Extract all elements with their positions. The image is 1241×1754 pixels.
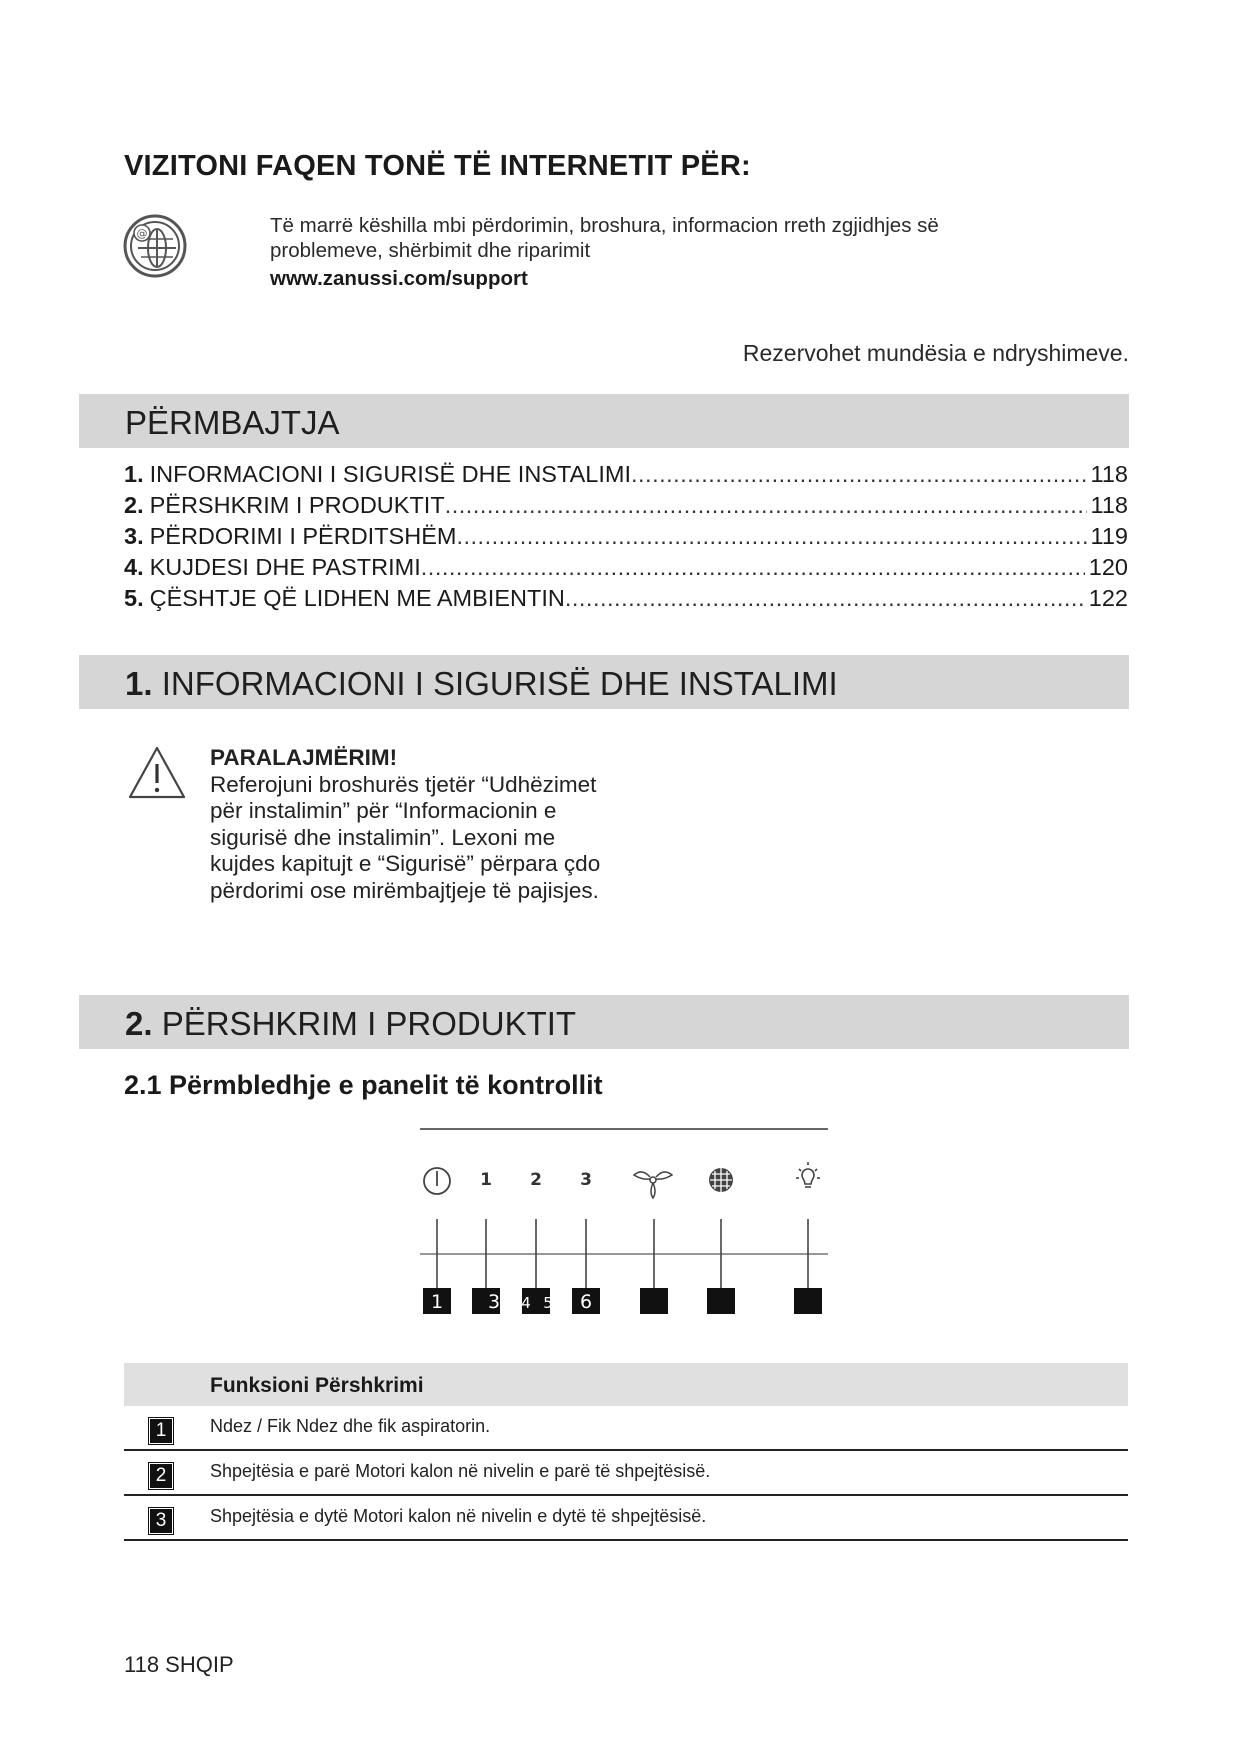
toc-leader (445, 492, 1087, 519)
toc-page: 118 (1090, 492, 1128, 518)
marker-6-label: 6 (579, 1291, 593, 1313)
warning-text: Referojuni broshurës tjetër “Udhëzimet për instalimin” për “Informacionin e sigurisë dhe instalimin”. Lexoni me kujdes kapitujt e “Sigurisë” përpara çdo përdorimi ose mirëmbajtjeje të pajisjes. (210, 771, 601, 903)
toc-item[interactable] (124, 523, 1128, 554)
marker-fan (640, 1288, 668, 1314)
section-1-number: 1. (125, 665, 153, 702)
table-header-text: Funksioni Përshkrimi (210, 1374, 424, 1397)
toc-page: 120 (1088, 554, 1128, 580)
globe-at-icon (122, 213, 188, 279)
marker-1 (423, 1288, 451, 1314)
toc-label: INFORMACIONI I SIGURISË DHE INSTALIMI (149, 461, 631, 487)
toc-label: ÇËSHTJE QË LIDHEN ME AMBIENTIN (149, 585, 565, 611)
toc-page: 122 (1088, 585, 1128, 611)
table-row (124, 1406, 1128, 1451)
toc-leader (456, 523, 1086, 550)
visit-description: Të marrë këshilla mbi përdorimin, broshura, informacion rreth zgjidhjes së problemeve, shërbimit dhe riparimit (270, 214, 939, 262)
visit-website-heading: VIZITONI FAQEN TONË TË INTERNETIT PËR: (124, 150, 751, 182)
support-link[interactable]: www.zanussi.com/support (270, 267, 528, 290)
light-icon (796, 1162, 820, 1187)
toc-leader (565, 585, 1085, 612)
marker-4 (521, 1288, 553, 1314)
toc-label: PËRDORIMI I PËRDITSHËM (149, 523, 457, 549)
toc-item[interactable] (124, 492, 1128, 523)
row-description: Ndez / Fik Ndez dhe fik aspiratorin. (210, 1416, 491, 1436)
speed-1-symbol: 1 (480, 1170, 492, 1190)
marker-6 (572, 1288, 600, 1314)
toc-label: KUJDESI DHE PASTRIMI (149, 554, 421, 580)
control-panel-heading: 2.1 Përmbledhje e panelit të kontrollit (124, 1070, 603, 1100)
table-of-contents (124, 461, 1128, 616)
contents-band (79, 394, 1129, 448)
toc-leader (631, 461, 1087, 488)
section-1-band (79, 655, 1129, 709)
speed-3-symbol: 3 (580, 1170, 592, 1190)
toc-number: 4. (124, 554, 144, 580)
warning-title: PARALAJMËRIM! (210, 745, 398, 770)
contents-title: PËRMBAJTJA (125, 404, 340, 441)
warning-triangle-icon (127, 745, 187, 800)
toc-item[interactable] (124, 554, 1128, 585)
row-number-badge: 3 (150, 1509, 172, 1533)
marker-3-label: 3 (487, 1291, 501, 1313)
table-row (124, 1451, 1128, 1496)
section-2-title-text: PËRSHKRIM I PRODUKTIT (161, 1005, 577, 1042)
marker-1-label: 1 (430, 1291, 444, 1313)
section-1-title (125, 665, 838, 703)
marker-3 (472, 1288, 500, 1314)
page-footer: 118 SHQIP (124, 1652, 234, 1677)
fan-icon (634, 1172, 672, 1198)
toc-number: 5. (124, 585, 144, 611)
filter-icon (709, 1168, 733, 1192)
section-2-number: 2. (125, 1005, 153, 1042)
svg-text:@: @ (136, 227, 148, 240)
row-number-badge: 2 (150, 1464, 172, 1488)
section-2-title (125, 1005, 576, 1043)
toc-leader (421, 554, 1085, 581)
toc-label: PËRSHKRIM I PRODUKTIT (149, 492, 445, 518)
warning-note (210, 745, 610, 904)
reserve-note: Rezervohet mundësia e ndryshimeve. (742, 340, 1129, 366)
row-description: Shpejtësia e parë Motori kalon në nivelin e parë të shpejtësisë. (210, 1461, 711, 1481)
function-table (124, 1363, 1128, 1541)
toc-page: 118 (1090, 461, 1128, 487)
marker-4-label: 4 (521, 1294, 531, 1312)
toc-number: 2. (124, 492, 144, 518)
power-icon (424, 1168, 450, 1194)
section-2-band (79, 995, 1129, 1049)
section-1-title-text: INFORMACIONI I SIGURISË DHE INSTALIMI (161, 665, 838, 702)
toc-item[interactable] (124, 461, 1128, 492)
marker-5-label: 5 (543, 1294, 553, 1312)
toc-item[interactable] (124, 585, 1128, 616)
toc-number: 1. (124, 461, 144, 487)
speed-2-symbol: 2 (530, 1170, 542, 1190)
table-header (124, 1363, 1128, 1406)
control-panel-diagram (420, 1120, 830, 1315)
toc-page: 119 (1090, 523, 1128, 549)
marker-light (794, 1288, 822, 1314)
toc-number: 3. (124, 523, 144, 549)
row-description: Shpejtësia e dytë Motori kalon në nivelin e dytë të shpejtësisë. (210, 1506, 707, 1526)
marker-filter (707, 1288, 735, 1314)
row-number-badge: 1 (150, 1419, 172, 1443)
table-row (124, 1496, 1128, 1541)
